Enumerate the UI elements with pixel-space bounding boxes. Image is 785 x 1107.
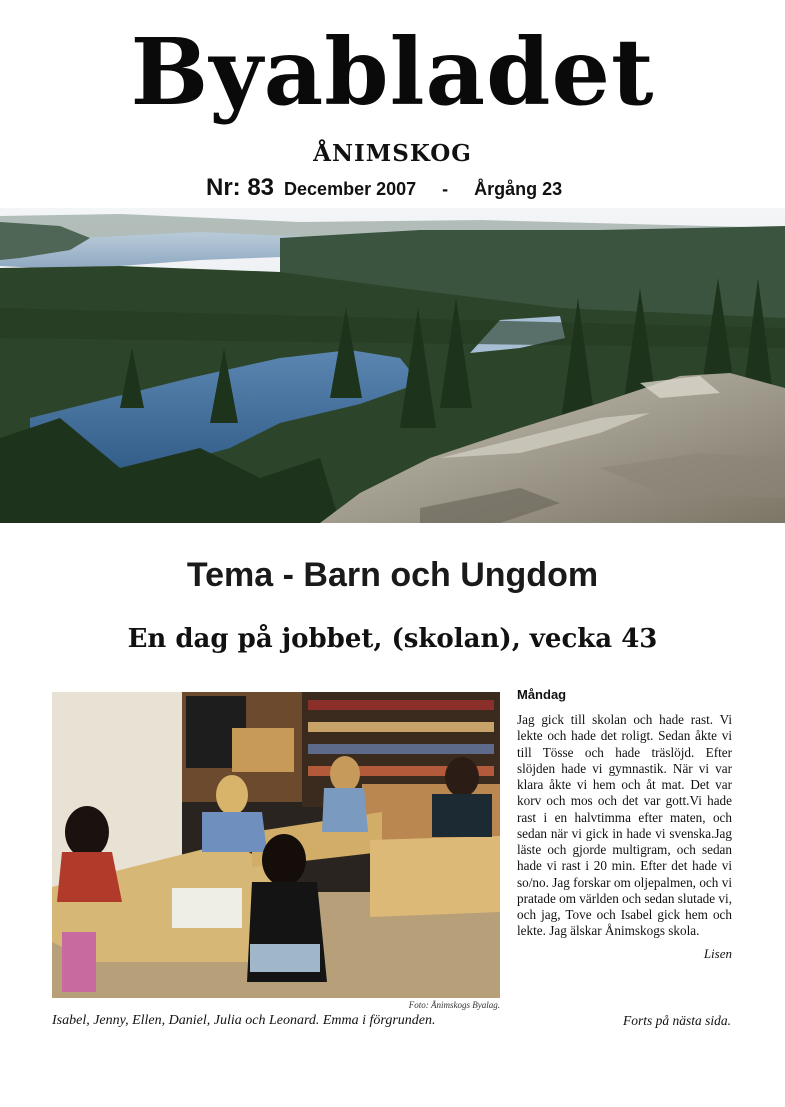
masthead-title: Byabladet [130,18,655,126]
issue-date: December 2007 [284,179,417,199]
photo-credit: Foto: Ånimskogs Byalag. [408,1000,500,1010]
cover-photo [0,208,785,523]
photo-caption: Isabel, Jenny, Ellen, Daniel, Julia och Leonard. Emma i förgrunden. [52,1013,436,1028]
article-body: Jag gick till skolan och hade rast. Vi lekte och hade det roligt. Sedan åkte vi till Tösse och hade träslöjd. Efter slöjden hade vi gymnastik. När vi var klara åkte vi hem och åt mat. Det var korv och mos och det var gott.Vi hade rast i en halvtimma efter maten, och sedan när vi gick in hade vi svenska.Jag läste och gjorde multigram, och sedan hade vi rast i 20 min. Efter det hade vi so/no. Jag forskar om oljepalmen, och vi pratade om världen och sedan slutade vi, och jag, Tove och Isabel gick hem och lekte. Jag älskar Ånimskogs skola. [517,712,732,939]
article-title: En dag på jobbet, (skolan), vecka 43 [127,624,658,654]
article-column [517,687,732,962]
author-signature: Lisen [703,945,732,961]
continued-note: Forts på nästa sida. [622,1013,731,1028]
day-heading: Måndag [517,687,567,702]
issue-line [206,174,562,202]
classroom-photo [52,692,500,998]
theme-title: Tema - Barn och Ungdom [186,556,599,594]
masthead-subtitle: ÅNIMSKOG [313,140,472,167]
issue-number: Nr: 83 [206,174,275,201]
issue-volume: Årgång 23 [474,179,563,199]
issue-separator: - [442,179,449,199]
